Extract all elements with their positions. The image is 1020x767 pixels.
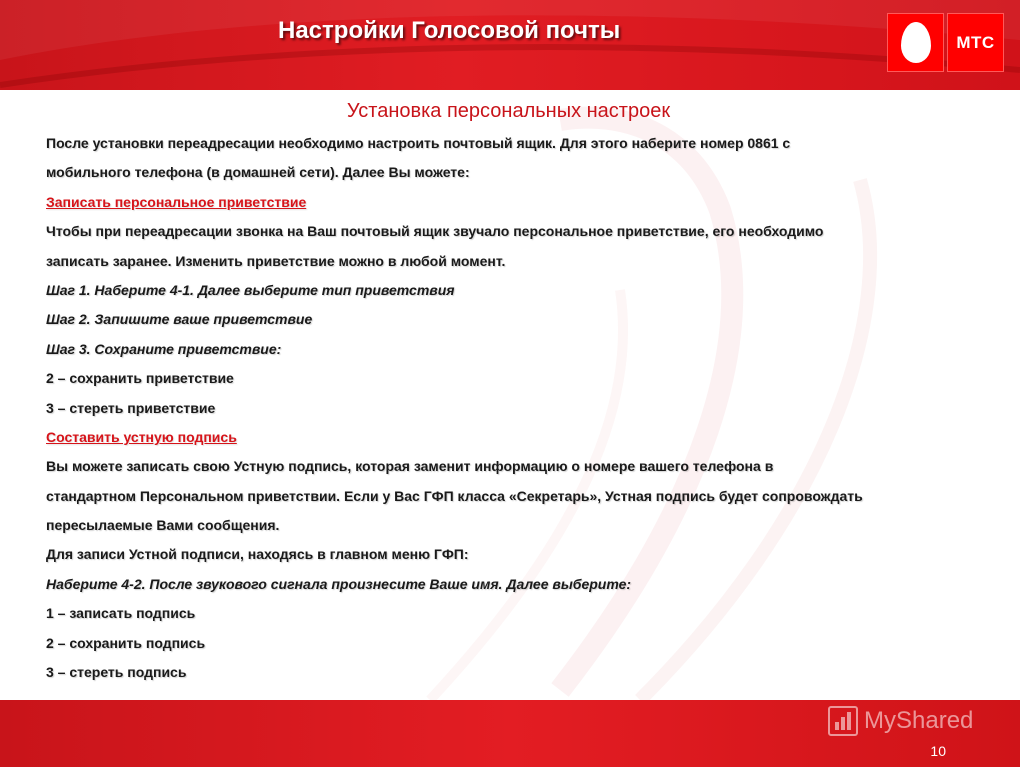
presentation-chart-icon bbox=[828, 706, 858, 736]
body-text bbox=[46, 129, 996, 687]
slide-title: Настройки Голосовой почты bbox=[278, 17, 621, 44]
section-subtitle: Установка персональных настроек bbox=[346, 100, 671, 122]
text-line: Шаг 2. Запишите ваше приветствие bbox=[46, 311, 313, 328]
text-line: Вы можете записать свою Устную подпись, которая заменит информацию о номере вашего телефона в bbox=[46, 458, 774, 475]
text-line: 2 – сохранить приветствие bbox=[46, 370, 234, 387]
text-line: записать заранее. Изменить приветствие можно в любой момент. bbox=[46, 252, 506, 269]
logo-egg-box bbox=[887, 13, 944, 72]
text-line: Шаг 3. Сохраните приветствие: bbox=[46, 340, 282, 357]
text-line: Чтобы при переадресации звонка на Ваш почтовый ящик звучало персональное приветствие, его необходимо bbox=[46, 223, 824, 240]
text-line: 3 – стереть подпись bbox=[46, 664, 187, 681]
text-line: 3 – стереть приветствие bbox=[46, 399, 216, 416]
header-swoosh-decoration bbox=[0, 0, 1020, 90]
section-link[interactable]: Записать персональное приветствие bbox=[46, 193, 307, 210]
content-area bbox=[46, 100, 996, 687]
text-line: мобильного телефона (в домашней сети). Далее Вы можете: bbox=[46, 164, 470, 181]
watermark-text: MyShared bbox=[864, 707, 974, 734]
text-line: 1 – записать подпись bbox=[46, 605, 196, 622]
page-number: 10 bbox=[930, 743, 946, 759]
text-line: После установки переадресации необходимо настроить почтовый ящик. Для этого наберите номер 0861 с bbox=[46, 135, 791, 151]
text-line: стандартном Персональном приветствии. Если у Вас ГФП класса «Секретарь», Устная подпись будет сопровождать bbox=[46, 487, 863, 504]
watermark bbox=[828, 706, 973, 736]
logo-text: МТС bbox=[947, 13, 1004, 72]
text-line: Для записи Устной подписи, находясь в главном меню ГФП: bbox=[46, 546, 469, 563]
text-line: Шаг 1. Наберите 4-1. Далее выберите тип приветствия bbox=[46, 281, 455, 298]
mts-logo bbox=[887, 13, 1005, 72]
text-line: пересылаемые Вами сообщения. bbox=[46, 517, 280, 534]
mts-egg-icon bbox=[901, 22, 931, 63]
text-line: 2 – сохранить подпись bbox=[46, 634, 206, 651]
section-link[interactable]: Составить устную подпись bbox=[46, 428, 237, 445]
header-bar bbox=[0, 0, 1020, 90]
text-line: Наберите 4-2. После звукового сигнала произнесите Ваше имя. Далее выберите: bbox=[46, 575, 632, 592]
